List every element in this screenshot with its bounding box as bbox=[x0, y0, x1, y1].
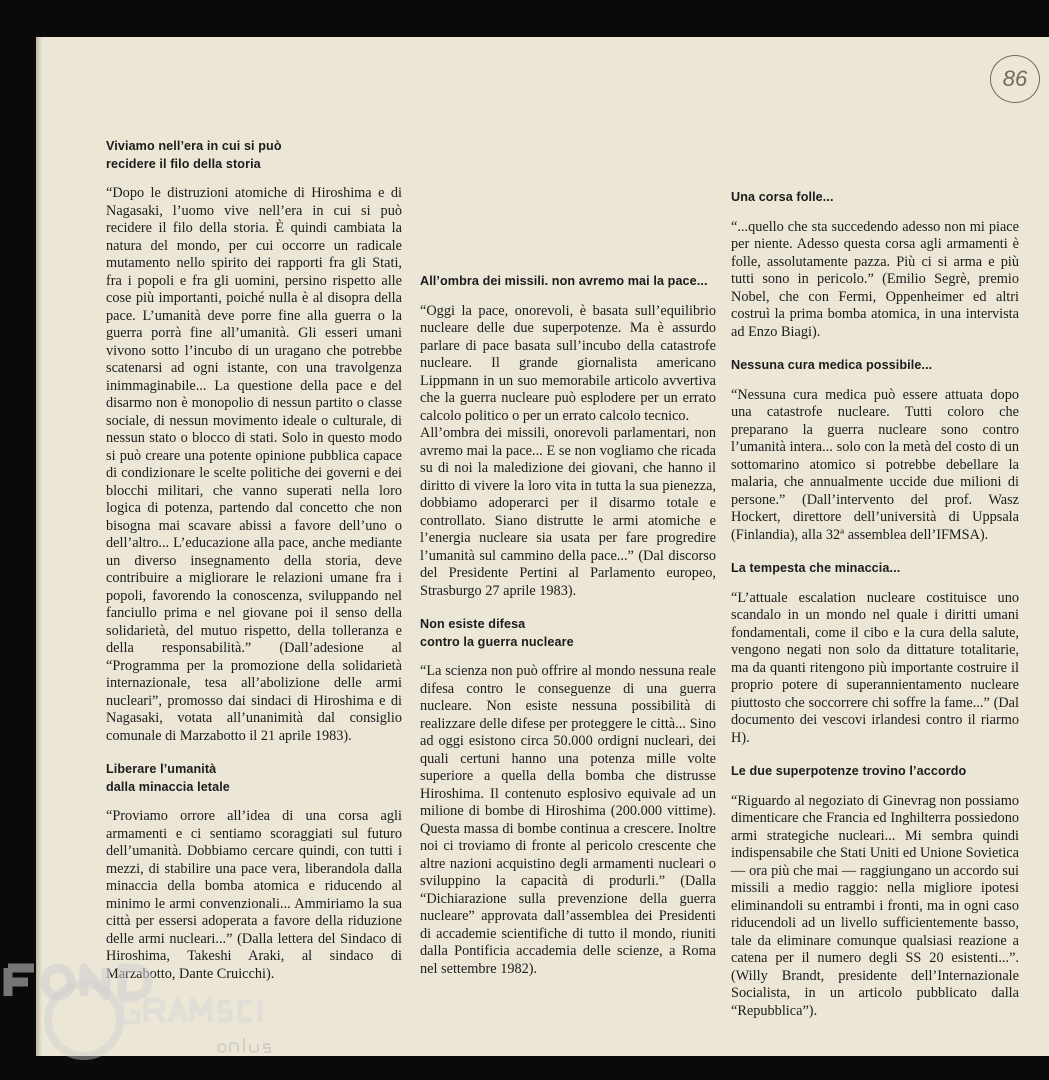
section-liberare bbox=[106, 761, 402, 983]
body-paragraph: “La scienza non può offrire al mondo nessuna reale difesa contro le conseguenze di una guerra nucleare. Non esiste nessuna possibilità di realizzare delle difese per proteggere le città... Sino ad oggi esistono circa 50.000 ordigni nucleari, dei quali certuni hanno una potenza mille volte superiore a quella della bomba che distrusse Hiroshima. Il contenuto esplosivo equivale ad un milione di bombe di Hiroshima (200.000 vittime). Questa massa di bombe continua a crescere. Inoltre noi ci troviamo di fronte al pericolo crescente che altre nazioni acquistino degli armamenti nucleari o sviluppino la capacità di produrli.” (Dalla “Dichiarazione sulla prevenzione della guerra nucleare” approvata dall’assemblea dei Presidenti di accademie scientifiche di tutto il mondo, riuniti dalla Pontificia accademia delle scienze, a Roma nel settembre 1982). bbox=[420, 663, 716, 977]
heading-line: La tempesta che minaccia... bbox=[731, 561, 901, 575]
body-paragraph: “Nessuna cura medica può essere attuata dopo una catastrofe nucleare. Tutti coloro che preparano la guerra nucleare sono contro l’umanità intera... solo con la metà del costo di un sottomarino atomico si potrebbe debellare la malaria, che annualmente uccide due milioni di persone.” (Dall’intervento del prof. Wasz Hockert, direttore dell’università di Uppsala (Finlandia), alla 32ª assemblea dell’IFMSA). bbox=[731, 386, 1019, 543]
body-paragraph: “Riguardo al negoziato di Ginevrag non possiamo dimenticare che Francia ed Inghilterra possiedono armi strategiche nucleari... Mi sembra quindi indispensabile che Stati Uniti ed Unione Sovietica — ora più che mai — raggiungano un accordo sui missili a medio raggio: nella migliore ipotesi eliminandoli su entrambi i fronti, ma in ogni caso riducendoli ad un livello sufficientemente basso, tale da eliminare comunque qualsiasi reazione a catena per il numero degli SS 20 esistenti...”. (Willy Brandt, presidente dell’Internazionale Socialista, in un articolo pubblicato dalla “Repubblica”). bbox=[731, 792, 1019, 1019]
heading-line: Non esiste difesa bbox=[420, 617, 526, 631]
section-heading bbox=[731, 560, 1019, 578]
heading-line: All’ombra dei missili. non avremo mai la pace... bbox=[420, 274, 708, 288]
section-heading bbox=[731, 189, 1019, 207]
section-tempesta bbox=[731, 560, 1019, 747]
body-paragraph: “...quello che sta succedendo adesso non mi piace per niente. Adesso questa corsa agli armamenti è folle, assolutamente pazza. Più ci si arma e più tutti sono in pericolo.” (Emilio Segrè, premio Nobel, che con Fermi, Oppenheimer ed altri costruì la prima bomba atomica, in una intervista ad Enzo Biagi). bbox=[731, 218, 1019, 340]
heading-line: Nessuna cura medica possibile... bbox=[731, 358, 933, 372]
section-superpotenze bbox=[731, 763, 1019, 1020]
section-ombra-missili bbox=[420, 273, 716, 600]
heading-line: Liberare l’umanità bbox=[106, 762, 217, 776]
section-non-esiste-difesa bbox=[420, 616, 716, 978]
heading-line: recidere il filo della storia bbox=[106, 156, 261, 171]
heading-line: Una corsa folle... bbox=[731, 190, 834, 204]
column-3 bbox=[731, 189, 1019, 1036]
section-heading bbox=[420, 616, 716, 651]
page-number: 86 bbox=[990, 55, 1040, 103]
column-2 bbox=[420, 273, 716, 994]
body-paragraph: “L’attuale escalation nucleare costituisce uno scandalo in un mondo nel quale i diritti umani fondamentali, come il cibo e la cura della salute, vengono negati non solo da dittature totalitarie, ma da quanti ritengono più importante costruire il proprio potere di superannientamento nucleare piuttosto che soccorrere chi soffre la fame...” (Dal documento dei vescovi irlandesi contro il riarmo H). bbox=[731, 589, 1019, 746]
heading-line: Le due superpotenze trovino l’accordo bbox=[731, 764, 967, 778]
column-1 bbox=[106, 138, 402, 999]
section-heading bbox=[106, 761, 402, 796]
section-heading bbox=[106, 138, 402, 173]
body-paragraph: “Dopo le distruzioni atomiche di Hiroshima e di Nagasaki, l’uomo vive nell’era in cui si può recidere il filo della storia. È quindi cambiata la natura del mondo, per cui occorre un radicale mutamento nello spirito dei rapporti fra gli Stati, fra i popoli e fra gli uomini, persino rispetto alle cose più importanti, poiché nulla è al disopra della pace. L’umanità deve porre fine alla guerra o la guerra porrà fine all’umanità. Gli esseri umani vivono sotto l’incubo di un uragano che potrebbe scatenarsi ad ogni istante, con una travolgenza inimmaginabile... La questione della pace e del disarmo non è monopolio di nessun partito o classe sociale, di nessun movimento ideale o culturale, di nessun stato o blocco di stati. Solo in questo modo si può creare una potente opinione pubblica capace di condizionare le scelte politiche dei governi e dei blocchi militari, che vanno superati nella loro logica di potenza, partendo dal concetto che non bisogna mai scavare abissi a favore dell’uno o dell’altro... L’educazione alla pace, anche mediante un diverso insegnamento della storia, deve contribuire a migliorare le relazioni umane fra i popoli, favorendo la conoscenza, sviluppando nel fanciullo prima e nel giovane poi il senso della solidarietà, del mutuo rispetto, della tolleranza e della responsabilità.” (Dall’adesione al “Programma per la promozione della solidarietà internazionale, tesa all’abolizione delle armi nucleari”, promosso dai sindaci di Hiroshima e di Nagasaki, votata all’unanimità dal consiglio comunale di Marzabotto il 21 aprile 1983). bbox=[106, 185, 402, 744]
section-heading bbox=[731, 763, 1019, 781]
body-paragraph: “Oggi la pace, onorevoli, è basata sull’equilibrio nucleare delle due superpotenze. Ma è assurdo parlare di pace basata sull’incubo della catastrofe nucleare. Il grande giornalista americano Lippmann in un suo memorabile articolo avvertiva che la guerra nucleare può esplodere per un errato calcolo politico o per un errato calcolo tecnico. bbox=[420, 302, 716, 424]
section-heading bbox=[420, 273, 716, 291]
heading-line: contro la guerra nucleare bbox=[420, 634, 574, 649]
document-page bbox=[36, 37, 1049, 1056]
section-cura-medica bbox=[731, 357, 1019, 544]
heading-line: Viviamo nell’era in cui si può bbox=[106, 139, 282, 153]
body-paragraph: All’ombra dei missili, onorevoli parlamentari, non avremo mai la pace... E se non vogliamo che ricada su di noi la maledizione dei giovani, che hanno il diritto di vivere la loro vita in tutta la sua pienezza, dobbiamo adoperarci per il disarmo totale e controllato. Siano distrutte le armi atomiche e l’energia nucleare sia usata per fare progredire l’umanità sul cammino della pace...” (Dal discorso del Presidente Pertini al Parlamento europeo, Strasburgo 27 aprile 1983). bbox=[420, 425, 716, 599]
heading-line: dalla minaccia letale bbox=[106, 779, 230, 794]
section-hiroshima bbox=[106, 138, 402, 745]
section-corsa-folle bbox=[731, 189, 1019, 341]
body-paragraph: “Proviamo orrore all’idea di una corsa agli armamenti e ci sentiamo scoraggiati sul futuro dell’umanità. Dobbiamo cercare quindi, con tutti i mezzi, di stabilire una pace vera, liberandola dalla minaccia della bomba atomica e riducendo al minimo le armi convenzionali... Ammiriamo la sua città per essersi adoperata a favore della riduzione delle armi nucleari...” (Dalla lettera del Sindaco di Hiroshima, Takeshi Araki, al sindaco di Marzabotto, Dante Cruicchi). bbox=[106, 808, 402, 982]
section-heading bbox=[731, 357, 1019, 375]
